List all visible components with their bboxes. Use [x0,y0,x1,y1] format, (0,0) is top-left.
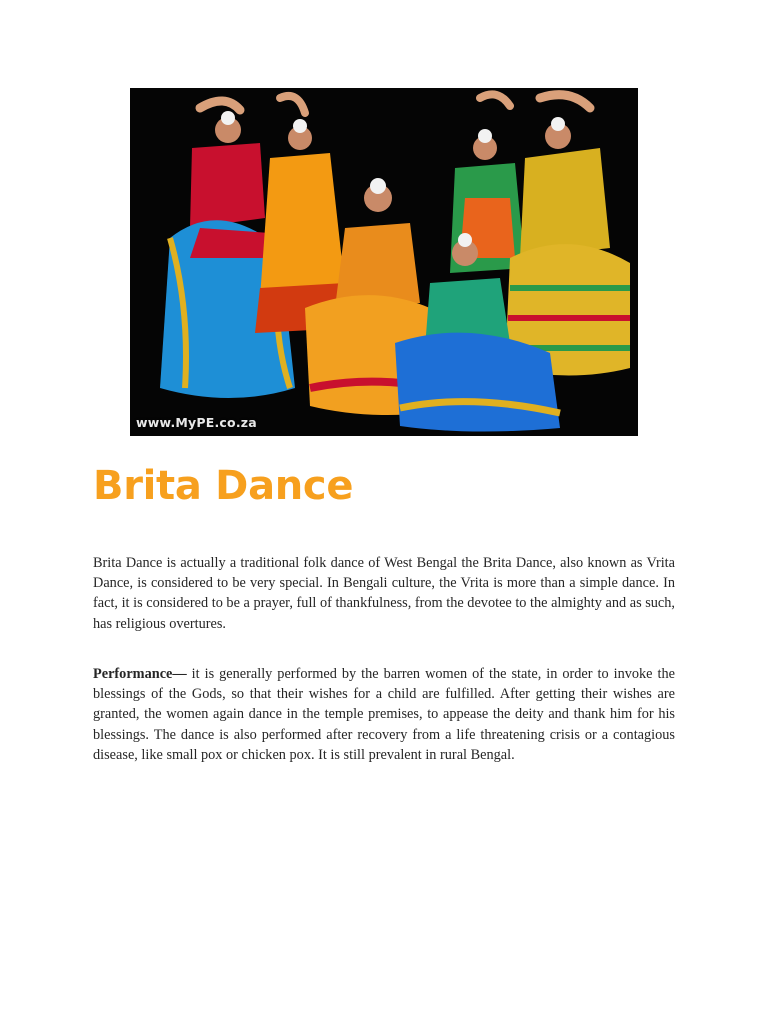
article-title: Brita Dance [93,463,354,509]
performance-lead: Performance— [93,666,187,682]
photo-watermark: www.MyPE.co.za [136,415,257,430]
performance-text: it is generally performed by the barren women of the state, in order to invoke the blessings of the Gods, so that their wishes for a child are fulfilled. After getting their wishes are granted, the women again dance in the temple premises, to appease the deity and thank him for his blessings. The dance is also performed after recovery from a life threatening crisis or a contagious disease, like small pox or chicken pox. It is still prevalent in rural Bengal. [93,666,675,763]
intro-paragraph: Brita Dance is actually a traditional folk dance of West Bengal the Brita Dance, also known as Vrita Dance, is considered to be very special. In Bengali culture, the Vrita is more than a simple dance. In fact, it is considered to be a prayer, full of thankfulness, from the devotee to the almighty and as such, has religious overtures. [93,555,675,632]
dance-photo [130,88,638,436]
dancers-illustration [130,88,638,436]
performance-paragraph [93,664,675,765]
